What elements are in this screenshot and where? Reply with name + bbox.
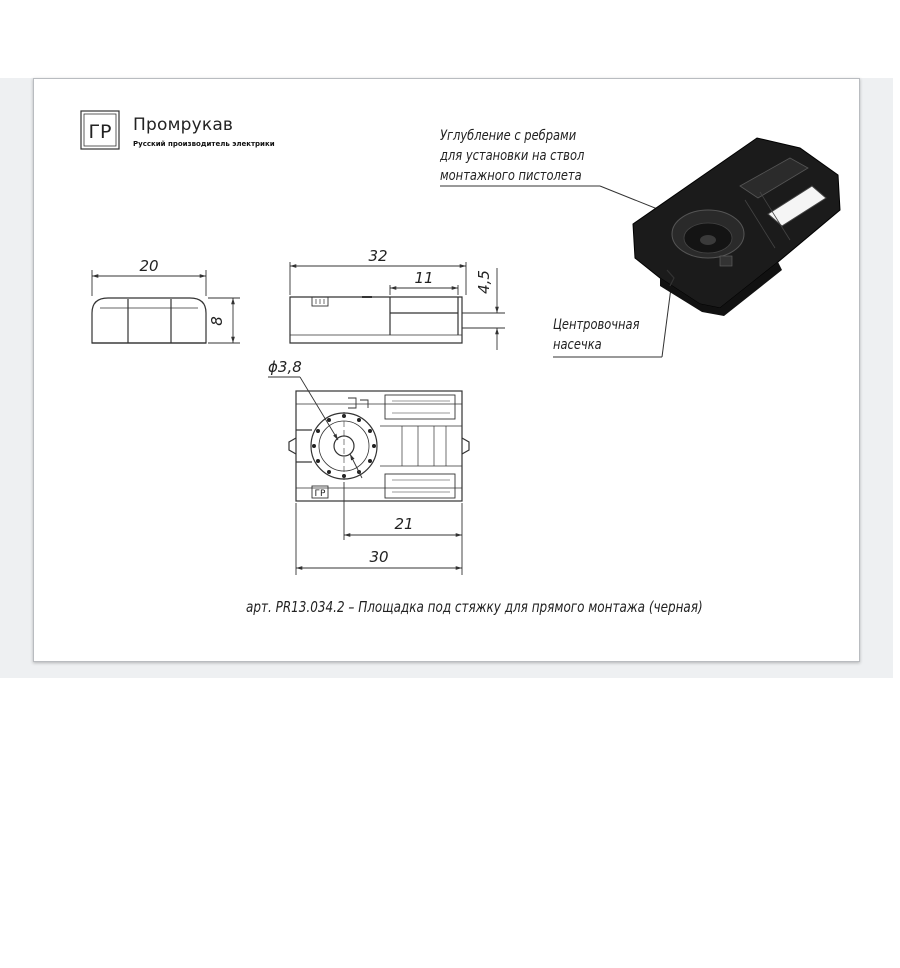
recess-line-3: монтажного пистолета — [440, 168, 582, 184]
isometric-part-view — [633, 138, 840, 316]
dim-side-depth: 4,5 — [475, 270, 493, 294]
brand-name: Промрукав — [133, 115, 234, 135]
side-length-dimension — [290, 262, 466, 295]
notch-line-2: насечка — [553, 337, 602, 353]
recess-line-2: для установки на ствол — [440, 148, 585, 164]
front-view — [92, 298, 206, 343]
hole-diameter-dimension — [268, 377, 362, 480]
dim-top-offset: 21 — [394, 515, 414, 533]
brand-subtitle: Русский производитель электрики — [133, 140, 275, 148]
recess-line-1: Углубление с ребрами — [440, 128, 577, 144]
notch-line-1: Центровочная — [553, 317, 640, 333]
recess-leader — [440, 186, 665, 212]
dim-top-length: 30 — [369, 548, 389, 566]
notch-leader — [553, 280, 672, 357]
dim-front-width: 20 — [139, 257, 159, 275]
side-view — [290, 297, 462, 343]
drawing-caption: арт. PR13.034.2 – Площадка под стяжку для прямого монтажа (черная) — [246, 598, 703, 616]
dim-front-height: 8 — [208, 316, 226, 326]
dim-side-slot: 11 — [414, 269, 434, 287]
dim-hole-diameter: ϕ3,8 — [268, 358, 302, 376]
logo-letters: ГР — [88, 121, 112, 143]
dim-side-length: 32 — [368, 247, 388, 265]
svg-text:ГР: ГР — [314, 489, 326, 499]
